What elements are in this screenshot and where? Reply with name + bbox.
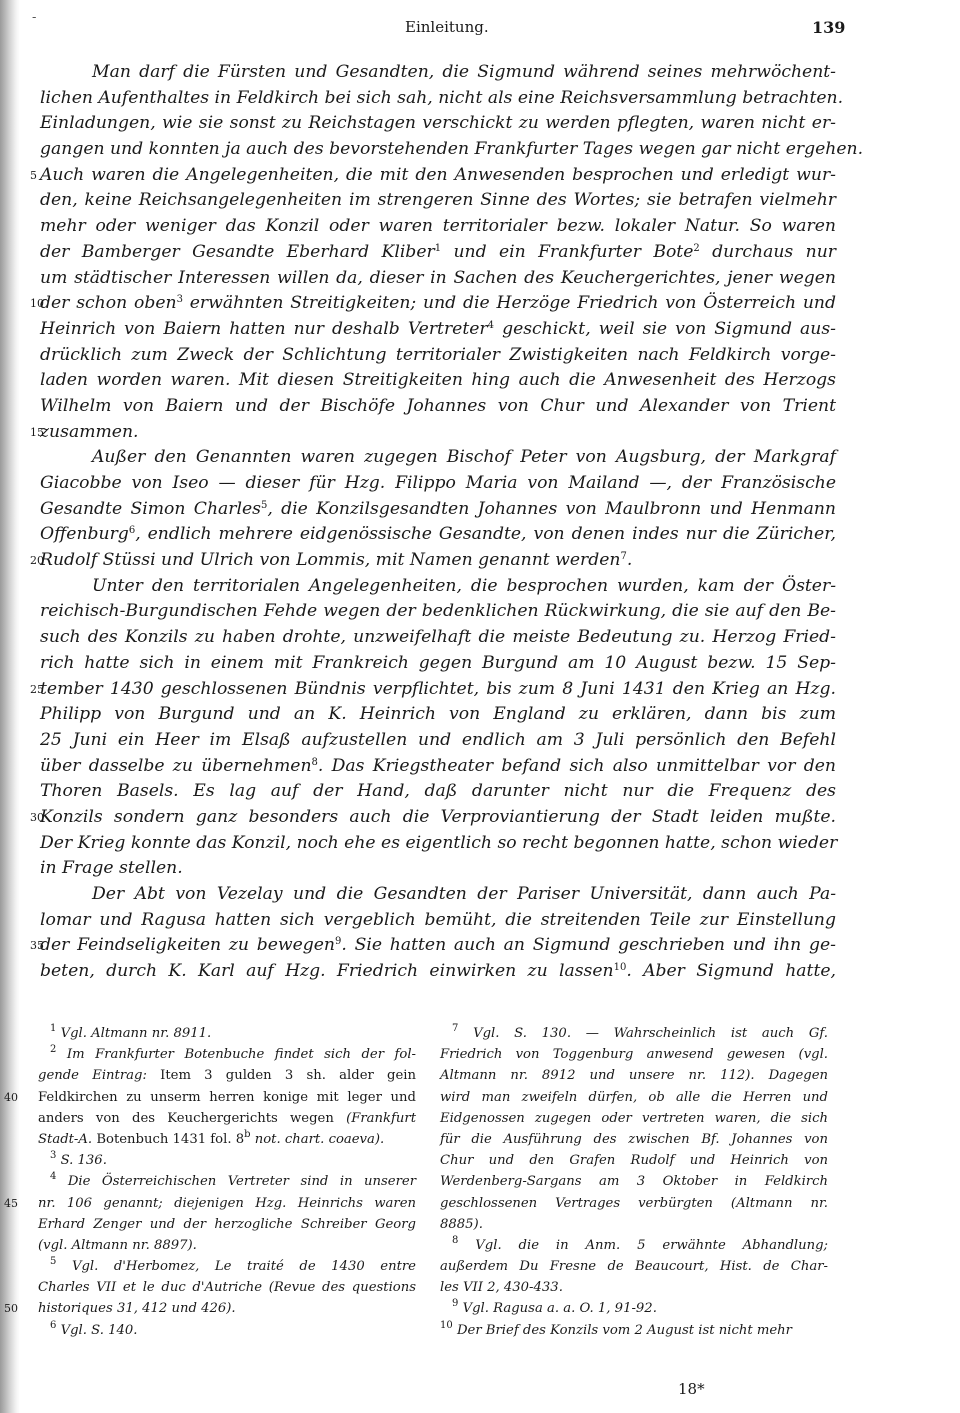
line-text: Offenburg <box>40 524 129 545</box>
footnote-text: Vgl. d'Herbomez, Le traité de 1430 entre <box>71 1259 416 1275</box>
footnote-line <box>440 1087 828 1108</box>
line-text: lichen Aufenthaltes in Feldkirch bei sich sah, nicht als eine Reichsversammlung betrachten. <box>40 87 844 108</box>
line-number: 50 <box>4 1302 18 1316</box>
line-text: über dasselbe zu übernehmen <box>40 755 312 776</box>
line-text: reichisch-Burgundischen Fehde wegen der bedenklichen Rückwirkung, die sie auf den Be- <box>40 601 836 622</box>
text-line <box>40 754 836 780</box>
line-text: Außer den Genannten waren zugegen Bischof Peter von Augsburg, der Markgraf <box>92 447 836 468</box>
footnote-line <box>38 1044 416 1065</box>
line-number: 30 <box>30 810 44 824</box>
line-text: , die Konzilsgesandten Johannes von Maulbronn und Henmann <box>267 498 836 519</box>
text-line <box>40 651 836 677</box>
line-text: Philipp von Burgund und an K. Heinrich von England zu erklären, dann bis zum <box>40 704 836 725</box>
line-text: um städtischer Interessen willen da, dieser in Sachen des Keuchergerichtes, jener wegen <box>40 267 836 288</box>
line-text: Unter den territorialen Angelegenheiten, die besprochen wurden, kam der Öster- <box>92 575 836 596</box>
footnote-line <box>440 1298 828 1319</box>
footnote-line <box>38 1171 416 1192</box>
footnote-text: Stadt-A. <box>38 1131 97 1147</box>
line-text: , endlich mehrere eidgenössische Gesandte, von denen indes nur die Züricher, <box>135 524 836 545</box>
text-line <box>40 394 836 420</box>
footnote-line <box>440 1065 828 1086</box>
text-line <box>40 702 836 728</box>
line-number: 40 <box>4 1090 18 1104</box>
margin-mark: - <box>32 10 37 25</box>
text-line <box>40 343 836 369</box>
line-text: Einladungen, wie sie sonst zu Reichstagen verschickt zu werden pflegten, waren nicht er- <box>40 113 836 134</box>
line-text: zusammen. <box>40 421 139 442</box>
line-text: . <box>626 550 633 571</box>
footnote-line <box>38 1129 416 1150</box>
footnote-ref: 1 <box>434 242 442 254</box>
line-text: Gesandte Simon Charles <box>40 498 261 519</box>
footnote-line <box>38 1235 416 1256</box>
line-text: rich hatte sich in einem mit Frankreich gegen Burgund am 10 August bezw. 15 Sep- <box>40 652 836 673</box>
footnote-text: geschlossenen Vertrages verbürgten (Altmann nr. <box>440 1195 828 1211</box>
line-text: durchaus nur <box>699 241 836 262</box>
space <box>458 1026 473 1041</box>
line-text: der Feindseligkeiten zu bewegen <box>40 935 335 956</box>
footnote-line <box>440 1108 828 1129</box>
footnote-line <box>440 1214 828 1235</box>
text-line <box>30 805 836 831</box>
line-text: in Frage stellen. <box>40 858 183 879</box>
footnote-text: Die Österreichischen Vertreter sind in unserer <box>67 1174 416 1190</box>
line-text: drücklich zum Zweck der Schlichtung territorialer Zwistigkeiten nach Feldkirch vorge- <box>40 344 836 365</box>
line-text: . Sie hatten auch an Sigmund geschrieben und ihn ge- <box>341 935 836 956</box>
footnotes-right-column <box>440 1023 828 1341</box>
footnote-line <box>38 1320 416 1341</box>
text-line <box>30 548 836 574</box>
footnote-ref: 4 <box>50 1171 57 1183</box>
footnote-line <box>440 1193 828 1214</box>
footnote-ref: 3 <box>176 294 183 306</box>
text-line <box>40 368 836 394</box>
footnote-text: (vgl. Altmann nr. 8897). <box>38 1237 197 1253</box>
footnote-text: Chur und den Grafen Rudolf und Heinrich von <box>440 1153 828 1169</box>
footnote-line <box>440 1129 828 1150</box>
text-line <box>40 831 836 857</box>
line-text: . Das Kriegstheater befand sich also unmittelbar vor den <box>317 755 836 776</box>
footnote-ref: 8 <box>452 1234 459 1246</box>
text-line <box>40 728 836 754</box>
text-line <box>40 856 836 882</box>
line-text: such des Konzils zu haben drohte, unzweifelhaft die meiste Bedeutung zu. Herzog Fried- <box>40 627 836 648</box>
line-text: der Bamberger Gesandte Eberhard Kliber <box>40 241 435 262</box>
text-line <box>40 882 836 908</box>
line-text: beten, durch K. Karl auf Hzg. Friedrich einwirken zu lassen <box>40 961 614 982</box>
footnote-text: Der Brief des Konzils vom 2 August ist nicht mehr <box>456 1322 792 1338</box>
text-line <box>40 574 836 600</box>
line-number: 15 <box>30 425 44 439</box>
footnote-line <box>4 1298 416 1319</box>
space <box>56 1259 72 1274</box>
footnote-line <box>38 1108 416 1129</box>
footnote-text: 8885). <box>440 1216 483 1232</box>
footnote-text: Vgl. S. 130. — Wahrscheinlich ist auch Gf. <box>473 1026 828 1041</box>
text-line <box>40 188 836 214</box>
footnote-ref: 5 <box>50 1256 57 1268</box>
footnote-text: Werdenberg-Sargans am 3 Oktober in Feldkirch <box>440 1174 828 1190</box>
line-text: erwähnten Streitigkeiten; und die Herzöge Friedrich von Österreich und <box>182 293 836 314</box>
footnote-text: les VII 2, 430-433. <box>440 1280 563 1296</box>
line-text: den, keine Reichsangelegenheiten im strengeren Sinne des Wortes; sie betrafen vielmehr <box>40 190 836 211</box>
line-text: lomar und Ragusa hatten sich vergeblich bemüht, die streitenden Teile zur Einstellung <box>40 909 836 930</box>
space <box>56 1174 67 1189</box>
text-line <box>40 497 836 523</box>
footnote-line <box>38 1214 416 1235</box>
text-line <box>40 625 836 651</box>
footnote-text: S. 136. <box>60 1153 107 1169</box>
footnote-ref: 7 <box>620 551 627 563</box>
text-line <box>40 86 844 112</box>
footnote-ref: 2 <box>693 242 700 254</box>
text-line <box>40 908 836 934</box>
footnote-ref: 1 <box>50 1023 57 1034</box>
running-title: Einleitung. <box>405 18 489 36</box>
text-line <box>40 599 836 625</box>
footnote-text: für die Ausführung des zwischen Bf. Johannes von <box>440 1131 828 1147</box>
main-text <box>30 60 864 985</box>
footnote-ref: 10 <box>440 1319 453 1331</box>
footnote-text: Friedrich von Toggenburg anwesend gewesen (vgl. <box>440 1047 828 1063</box>
line-text: Der Krieg konnte das Konzil, noch ehe es eigentlich so recht begonnen hatte, schon wieder <box>40 832 838 853</box>
footnote-line <box>38 1150 416 1171</box>
line-text: Der Abt von Vezelay und die Gesandten der Pariser Universität, dann auch Pa- <box>92 884 836 904</box>
text-line <box>40 240 836 266</box>
footnote-line <box>38 1256 416 1277</box>
line-number: 5 <box>30 168 37 182</box>
footnote-text: historiques 31, 412 und 426). <box>38 1301 236 1317</box>
footnote-text: wird man zweifeln dürfen, ob alle die Herren und <box>440 1089 828 1105</box>
footnote-line <box>38 1277 416 1298</box>
footnote-ref: 6 <box>50 1319 57 1331</box>
line-text: Auch waren die Angelegenheiten, die mit den Anwesenden besprochen und erledigt wur- <box>40 164 836 185</box>
footnote-text: Im Frankfurter Botenbuche findet sich der fol- <box>66 1047 416 1063</box>
line-number: 10 <box>30 297 44 311</box>
footnote-ref: 4 <box>487 319 495 331</box>
text-line <box>40 522 836 548</box>
line-text: und ein Frankfurter Bote <box>441 241 694 262</box>
footnote-text: nr. 106 genannt; diejenigen Hzg. Heinrichs waren <box>38 1195 416 1211</box>
footnote-line <box>38 1023 416 1044</box>
footnote-text: Eidgenossen zugegen oder vertreten waren, die sich <box>440 1110 828 1126</box>
footnote-text-roman: Item 3 gulden 3 sh. alder gein <box>160 1068 416 1084</box>
line-text: mehr oder weniger das Konzil oder waren territorialer bezw. lokaler Natur. So waren <box>40 216 836 237</box>
footnote-text-roman: anders von des Keuchergerichts wegen <box>38 1110 334 1126</box>
line-number: 20 <box>30 554 44 568</box>
line-text: geschickt, weil sie von Sigmund aus- <box>494 318 836 339</box>
line-number: 25 <box>30 682 44 696</box>
footnote-text-roman: Botenbuch 1431 fol. 8 <box>96 1131 245 1147</box>
footnote-ref: 6 <box>128 525 136 537</box>
text-line <box>40 959 836 985</box>
line-number: 35 <box>30 939 44 953</box>
space <box>458 1238 475 1253</box>
footnote-line <box>4 1087 416 1108</box>
text-line <box>40 266 836 292</box>
sheet-signature: 18* <box>678 1380 705 1398</box>
footnote-text: gende Eintrag: <box>38 1068 161 1084</box>
footnote-text: (Frankfurt <box>333 1110 416 1126</box>
line-text: Heinrich von Baiern hatten nur deshalb Vertreter <box>40 318 488 339</box>
line-text: . Aber Sigmund hatte, <box>626 961 836 982</box>
footnote-text: Charles VII et le duc d'Autriche (Revue des questions <box>38 1280 416 1296</box>
footnote-ref: 5 <box>260 499 268 511</box>
footnote-text-roman: Feldkirchen zu unserm herren konige mit leger und <box>38 1089 416 1105</box>
footnote-ref: 3 <box>50 1150 57 1162</box>
footnote-text: Erhard Zenger und der herzogliche Schreiber Georg <box>38 1216 416 1232</box>
text-line <box>30 291 836 317</box>
footnote-ref: 10 <box>613 962 627 974</box>
text-line <box>40 60 836 86</box>
footnote-text: Vgl. S. 140. <box>60 1322 138 1338</box>
footnote-ref: 7 <box>452 1023 459 1034</box>
line-text: gangen und konnten ja auch des bevorstehenden Frankfurter Tages wegen gar nicht ergehen. <box>40 139 864 160</box>
line-text: Wilhelm von Baiern und der Bischöfe Johannes von Chur und Alexander von Trient <box>40 395 836 416</box>
text-line <box>40 214 836 240</box>
footnote-ref: b <box>244 1128 251 1140</box>
text-line <box>40 779 836 805</box>
footnote-ref: 2 <box>50 1044 57 1056</box>
line-text: 25 Juni ein Heer im Elsaß aufzustellen und endlich am 3 Juli persönlich den Befehl <box>40 729 836 750</box>
line-text: Giacobbe von Iseo — dieser für Hzg. Filippo Maria von Mailand —, der Französische <box>40 473 836 493</box>
line-number: 45 <box>4 1196 18 1210</box>
footnote-line <box>38 1065 416 1086</box>
footnote-line <box>440 1256 828 1277</box>
footnote-line <box>440 1023 828 1044</box>
footnote-text: Altmann nr. 8912 und unsere nr. 112). Dagegen <box>440 1068 828 1084</box>
footnote-text: Vgl. Ragusa a. a. O. 1, 91-92. <box>462 1301 657 1317</box>
line-text: Man darf die Fürsten und Gesandten, die Sigmund während seines mehrwöchent- <box>92 62 836 82</box>
footnote-ref: 9 <box>335 936 342 948</box>
footnote-line <box>440 1044 828 1065</box>
footnote-text: Vgl. die in Anm. 5 erwähnte Abhandlung; <box>475 1237 828 1253</box>
footnote-text: not. chart. coaeva). <box>250 1131 385 1147</box>
text-line <box>30 677 836 703</box>
line-text: tember 1430 geschlossenen Bündnis verpflichtet, bis zum 8 Juni 1431 den Krieg an Hzg. <box>40 678 836 699</box>
footnote-ref: 8 <box>311 756 318 768</box>
footnote-ref: 9 <box>452 1298 459 1310</box>
footnote-text: Vgl. Altmann nr. 8911. <box>60 1026 212 1041</box>
line-text: Thoren Basels. Es lag auf der Hand, daß darunter nicht nur die Frequenz des <box>40 781 836 802</box>
text-line <box>30 163 836 189</box>
footnote-line <box>440 1320 828 1341</box>
footnote-line <box>440 1277 828 1298</box>
footnote-line <box>440 1171 828 1192</box>
text-line <box>40 317 836 343</box>
footnote-line <box>4 1193 416 1214</box>
text-line <box>30 933 836 959</box>
footnote-line <box>440 1150 828 1171</box>
text-line <box>40 137 864 163</box>
footnotes-left-column <box>4 1023 416 1341</box>
text-line <box>40 471 836 497</box>
page-number: 139 <box>812 18 846 37</box>
footnote-line <box>440 1235 828 1256</box>
text-line <box>40 445 836 471</box>
line-text: der schon oben <box>40 293 177 314</box>
line-text: Rudolf Stüssi und Ulrich von Lommis, mit Namen genannt werden <box>40 550 621 571</box>
space <box>56 1047 67 1062</box>
text-line <box>40 111 836 137</box>
line-text: laden worden waren. Mit diesen Streitigkeiten hing auch die Anwesenheit des Herzogs <box>40 370 836 391</box>
text-line <box>30 420 836 446</box>
line-text: Konzils sondern ganz besonders auch die Verproviantierung der Stadt leiden mußte. <box>40 806 836 827</box>
footnote-text: außerdem Du Fresne de Beaucourt, Hist. de Char- <box>440 1259 828 1275</box>
